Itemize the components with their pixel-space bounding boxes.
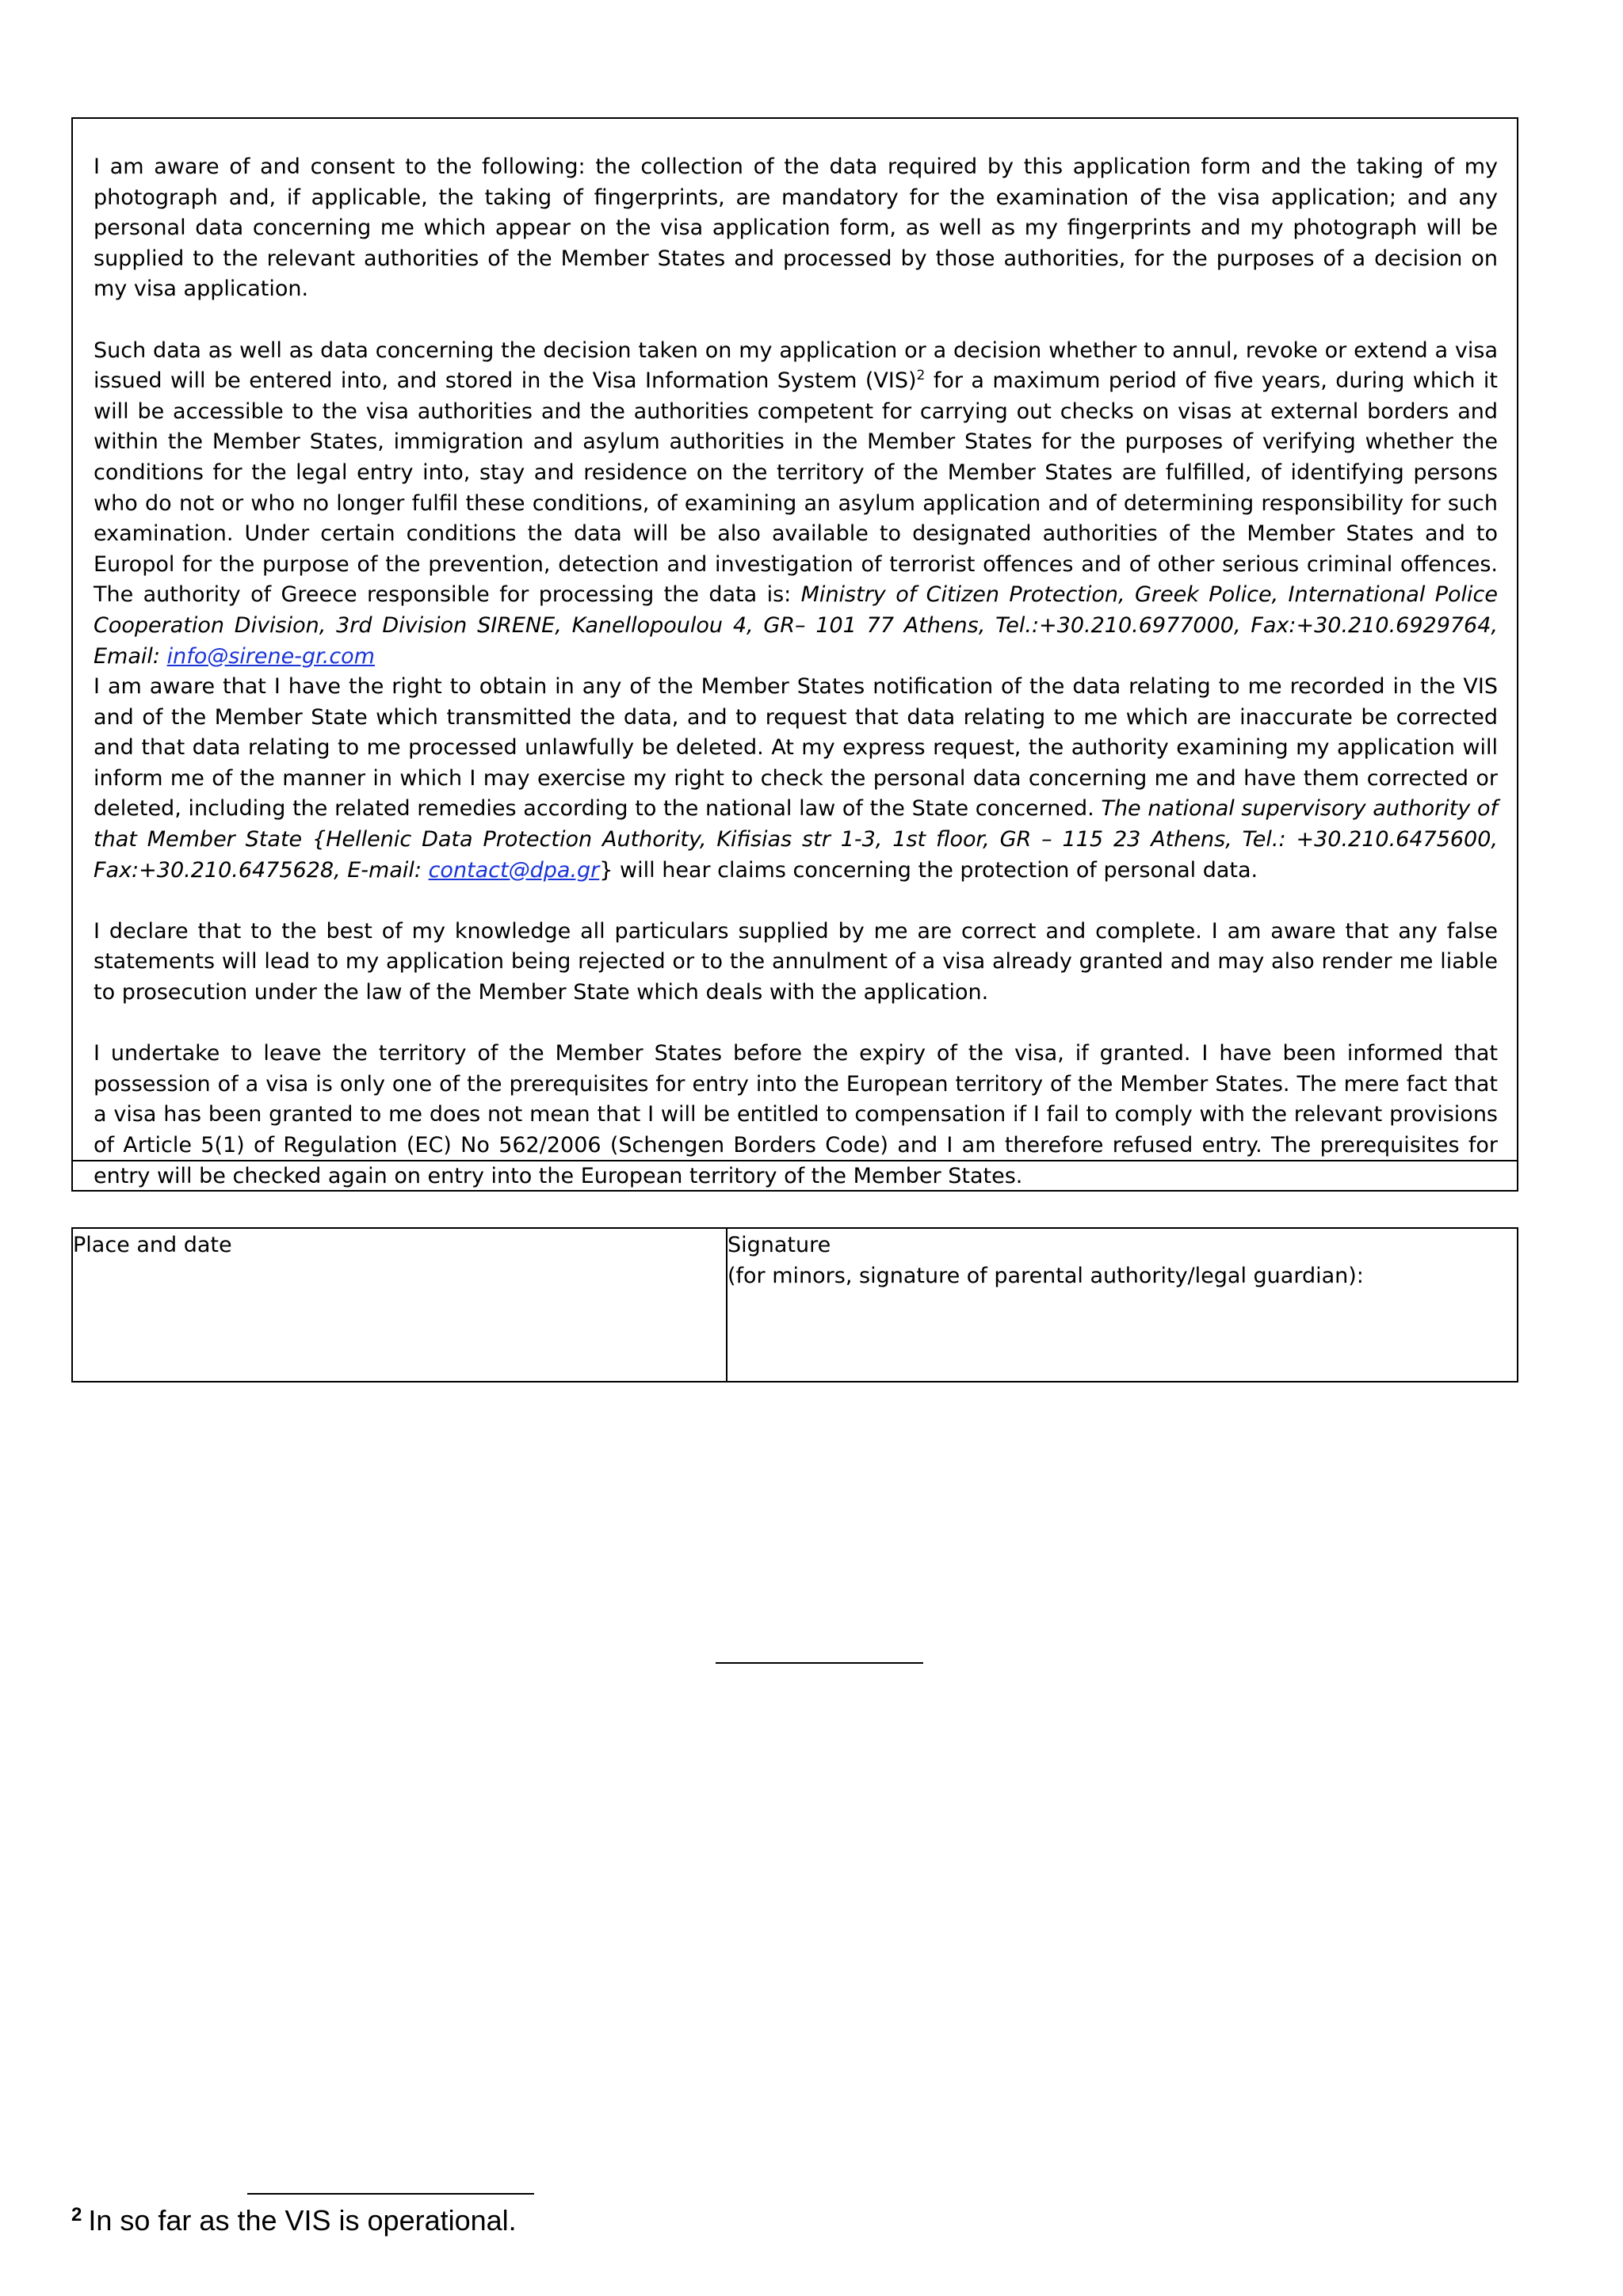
- rights-text-end: will hear claims concerning the protection of personal data.: [613, 857, 1258, 883]
- consent-paragraph-data-collection: I am aware of and consent to the following: the collection of the data required by this application form and the taking of my photograph and, if applicable, the taking of fingerprints, are mandatory for the examination of the visa application; and any personal data concerning me which appear on the visa application form, as well as my fingerprints and my photograph will be supplied to the relevant authorities of the Member States and processed by those authorities, for the purposes of a decision on my visa application.: [94, 154, 1498, 302]
- supervisory-close-brace: }: [599, 857, 613, 883]
- consent-paragraph-undertaking: I undertake to leave the territory of the Member States before the expiry of the visa, if granted. I have been informed that possession of a visa is only one of the prerequisites for entry into the European territory of the Member States. The mere fact that a visa has been granted to me does not mean that I will be entitled to compensation if I fail to comply with the relevant provisions of Article 5(1) of Regulation (EC) No 562/2006 (Schengen Borders Code) and I am therefore refused entry. The prerequisites for entry will be checked again on entry into the European territory of the Member States.: [94, 1041, 1498, 1188]
- signature-label: Signature: [727, 1233, 831, 1257]
- consent-text: [94, 152, 1498, 1192]
- dpa-email-link[interactable]: contact@dpa.gr: [428, 857, 600, 883]
- footnote-reference[interactable]: 2: [916, 368, 926, 384]
- greek-authority-details: Ministry of Citizen Protection, Greek Police, International Police Cooperation Division, 3rd Division SIRENE, Kanellopoulou 4, GR– 101 77 Athens, Tel.:+30.210.6977000, Fax:+30.210.6929764, Email:: [94, 582, 1499, 669]
- consent-declaration-box: [71, 117, 1518, 1192]
- vis-storage-text-start: Such data as well as data concerning the decision taken on my application or a decision whether to annul, revoke or extend a visa issued will be entered into, and stored in the Visa Information System (VIS): [94, 338, 1498, 394]
- supervisory-authority-details: The national supervisory authority of that Member State {Hellenic Data Protection Authority, Kifisias str 1-3, 1st floor, GR – 115 23 Athens, Tel.: +30.210.6475600, Fax:+30.210.6475628, E-mail:: [94, 796, 1499, 883]
- signature-table: [71, 1227, 1518, 1383]
- consent-paragraph-rights: [94, 672, 1498, 886]
- consent-paragraph-vis-storage: [94, 336, 1498, 673]
- rights-text: I am aware that I have the right to obtain in any of the Member States notification of the data relating to me recorded in the VIS and of the Member State which transmitted the data, and to request that data relating to me which are inaccurate be corrected and that data relating to me processed unlawfully be deleted. At my express request, the authority examining my application will inform me of the manner in which I may exercise my right to check the personal data concerning me and have them corrected or deleted, including the related remedies according to the national law of the State concerned.: [94, 674, 1498, 822]
- footnote: [71, 2203, 517, 2239]
- consent-paragraph-declaration: I declare that to the best of my knowledge all particulars supplied by me are correct and complete. I am aware that any false statements will lead to my application being rejected or to the annulment of a visa already granted and may also render me liable to prosecution under the law of the Member State which deals with the application.: [94, 918, 1498, 1005]
- signature-note: (for minors, signature of parental authority/legal guardian):: [727, 1263, 1364, 1288]
- signature-field[interactable]: [727, 1229, 1517, 1381]
- consent-box-divider: [73, 1160, 1517, 1161]
- center-separator-line: [716, 1662, 923, 1664]
- footnote-text: In so far as the VIS is operational.: [88, 2204, 517, 2237]
- sirene-email-link[interactable]: info@sirene-gr.com: [166, 643, 375, 669]
- vis-storage-text: for a maximum period of five years, during which it will be accessible to the visa authorities and the authorities competent for carrying out checks on visas at external borders and within the Member States, immigration and asylum authorities in the Member States for the purposes of verifying whether the conditions for the legal entry into, stay and residence on the territory of the Member States are fulfilled, of identifying persons who do not or who no longer fulfil these conditions, of examining an asylum application and of determining responsibility for such examination. Under certain conditions the data will be also available to designated authorities of the Member States and to Europol for the purpose of the prevention, detection and investigation of terrorist offences and of other serious criminal offences. The authority of Greece responsible for processing the data is:: [94, 368, 1499, 608]
- footnote-separator-line: [247, 2193, 534, 2195]
- place-date-label: Place and date: [73, 1233, 232, 1257]
- footnote-marker: 2: [71, 2204, 82, 2225]
- place-date-field[interactable]: [73, 1229, 727, 1381]
